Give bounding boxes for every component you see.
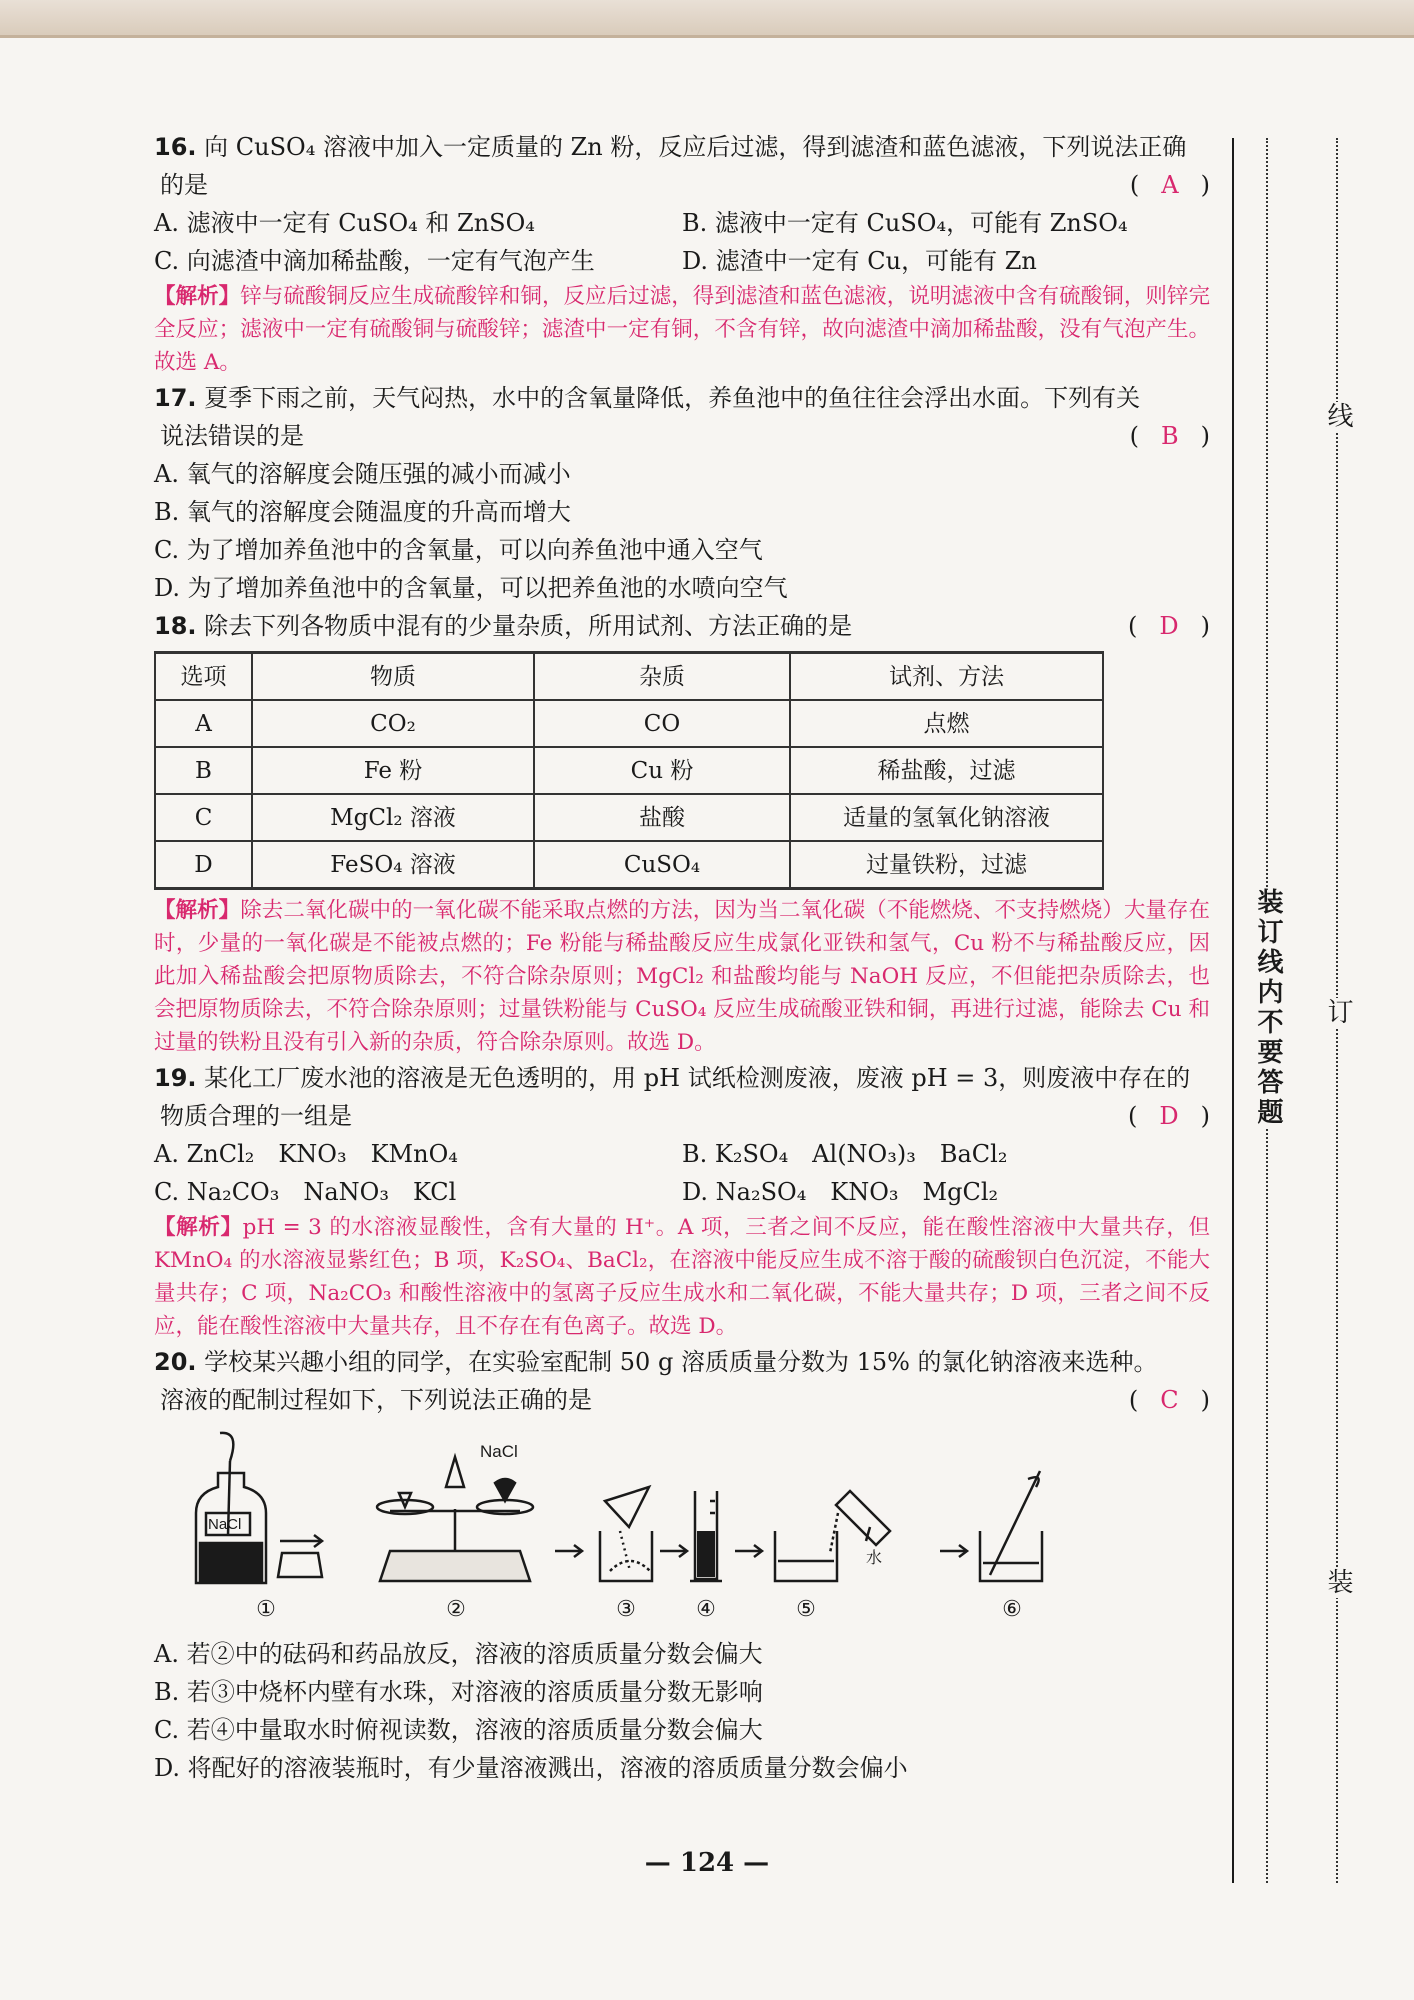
step-label: ③: [616, 1597, 636, 1622]
step-label: ⑤: [796, 1597, 816, 1622]
step-label: ④: [696, 1597, 716, 1622]
option-b: B. 氧气的溶解度会随温度的升高而增大: [154, 498, 571, 526]
table-cell: FeSO₄ 溶液: [252, 841, 534, 889]
table-header: 杂质: [534, 653, 790, 701]
question-number: 17.: [154, 384, 197, 412]
option-c: C. 向滤渣中滴加稀盐酸，一定有气泡产生: [154, 247, 595, 275]
question-number: 18.: [154, 612, 197, 640]
arrow-icon: [280, 1535, 322, 1547]
table-cell: 盐酸: [534, 794, 790, 841]
stem-line-2: 溶液的配制过程如下，下列说法正确的是: [160, 1386, 592, 1414]
balance-icon: [377, 1457, 533, 1581]
arrow-icon: [555, 1545, 582, 1557]
analysis-tag: 【解析】: [154, 1215, 243, 1240]
option-a: A. 若②中的砝码和药品放反，溶液的溶质质量分数会偏大: [154, 1640, 763, 1668]
question-stem: [150, 379, 1210, 417]
table-row: [155, 747, 1103, 794]
margin-solid-line: [1232, 138, 1234, 1883]
table-cell: A: [155, 700, 252, 747]
table-row: [155, 700, 1103, 747]
page-top-band: [0, 0, 1414, 38]
analysis-tag: 【解析】: [154, 284, 241, 309]
option-d: D. 滤渣中一定有 Cu，可能有 Zn: [682, 247, 1037, 275]
water-label: 水: [866, 1548, 883, 1567]
beaker-funnel-icon: [600, 1487, 652, 1581]
analysis-tag: 【解析】: [154, 898, 241, 923]
table-cell: MgCl₂ 溶液: [252, 794, 534, 841]
page-number: — 124 —: [644, 1848, 770, 1878]
stem-line-2-row: [150, 417, 1210, 455]
answer-bracket: ( D ): [1128, 612, 1210, 640]
option-c: C. 为了增加养鱼池中的含氧量，可以向养鱼池中通入空气: [154, 536, 763, 564]
stem-line-1: 向 CuSO₄ 溶液中加入一定质量的 Zn 粉，反应后过滤，得到滤渣和蓝色滤液，下列说法正确: [204, 133, 1187, 161]
analysis-text: 除去二氧化碳中的一氧化碳不能采取点燃的方法，因为当二氧化碳（不能燃烧、不支持燃烧）大量存在时，少量的一氧化碳是不能被点燃的；Fe 粉能与稀盐酸反应生成氯化亚铁和氢气，Cu 粉不与稀盐酸反应，因此加入稀盐酸会把原物质除去，不符合除杂原则；MgCl₂ 和盐酸均能与 NaOH 反应，不但能把杂质除去，也会把原物质除去，不符合除杂原则；过量铁粉能与 CuSO₄ 反应生成硫酸亚铁和铜，再进行过滤，能除去 Cu 和过量的铁粉且没有引入新的杂质，符合除杂原则。故选 D。: [154, 898, 1210, 1055]
margin-xian: 线: [1320, 402, 1357, 432]
step-label: ②: [446, 1597, 466, 1622]
question-number: 20.: [154, 1348, 197, 1376]
pouring-beaker-icon: [775, 1491, 890, 1581]
analysis: [150, 1211, 1210, 1343]
table-header: 物质: [252, 653, 534, 701]
option-a: A. ZnCl₂ KNO₃ KMnO₄: [154, 1140, 458, 1168]
table-cell: Cu 粉: [534, 747, 790, 794]
table-cell: 过量铁粉，过滤: [790, 841, 1103, 889]
analysis-text: 锌与硫酸铜反应生成硫酸锌和铜，反应后过滤，得到滤渣和蓝色滤液，说明滤液中含有硫酸铜，则锌完全反应；滤液中一定有硫酸铜与硫酸锌；滤渣中一定有铜，不含有锌，故向滤渣中滴加稀盐酸，没有气泡产生。故选 A。: [154, 284, 1210, 375]
stem-line-1: 除去下列各物质中混有的少量杂质，所用试剂、方法正确的是: [204, 612, 853, 640]
analysis: [150, 280, 1210, 379]
stem-line-2: 物质合理的一组是: [160, 1102, 352, 1130]
stem-line-2-row: [150, 1381, 1210, 1419]
answer-letter: A: [1161, 171, 1179, 199]
answer-bracket: ( D ): [1128, 1102, 1210, 1130]
question-number: 19.: [154, 1064, 197, 1092]
option-b: B. K₂SO₄ Al(NO₃)₃ BaCl₂: [682, 1140, 1008, 1168]
answer-bracket: ( B ): [1129, 422, 1210, 450]
stem-line-2: 说法错误的是: [160, 422, 304, 450]
table-cell: CuSO₄: [534, 841, 790, 889]
arrow-icon: [940, 1545, 967, 1557]
answer-letter: D: [1159, 612, 1179, 640]
options-table: [154, 651, 1104, 890]
table-cell: B: [155, 747, 252, 794]
graduated-cylinder-icon: [690, 1491, 722, 1581]
solution-preparation-figure: [150, 1431, 1210, 1631]
table-row: [155, 841, 1103, 889]
answer-bracket: ( C ): [1128, 1386, 1210, 1414]
bottle-label: NaCl: [208, 1516, 242, 1533]
reagent-bottle-icon: [196, 1433, 266, 1583]
stirring-beaker-icon: [980, 1471, 1042, 1581]
question-stem: [150, 607, 1210, 645]
table-cell: CO₂: [252, 700, 534, 747]
bottle-cap-icon: [278, 1553, 322, 1577]
question-number: 16.: [154, 133, 197, 161]
margin-ding: 订: [1320, 998, 1357, 1028]
stem-line-2-row: [150, 1097, 1210, 1135]
analysis: [150, 894, 1210, 1059]
arrow-icon: [735, 1545, 762, 1557]
question-20: [150, 1343, 1210, 1787]
step-label: ①: [256, 1597, 276, 1622]
option-b: B. 若③中烧杯内壁有水珠，对溶液的溶质质量分数无影响: [154, 1678, 763, 1706]
answer-letter: C: [1160, 1386, 1179, 1414]
table-cell: 稀盐酸，过滤: [790, 747, 1103, 794]
options-row: [150, 204, 1210, 242]
procedure-diagram: [150, 1431, 1210, 1631]
question-16: [150, 128, 1210, 379]
question-19: [150, 1059, 1210, 1343]
question-18: [150, 607, 1210, 1059]
option-b: B. 滤液中一定有 CuSO₄，可能有 ZnSO₄: [682, 209, 1128, 237]
table-cell: 点燃: [790, 700, 1103, 747]
table-row: [155, 794, 1103, 841]
table-header: 选项: [155, 653, 252, 701]
table-cell: D: [155, 841, 252, 889]
option-d: D. 为了增加养鱼池中的含氧量，可以把养鱼池的水喷向空气: [154, 574, 788, 602]
balance-label: NaCl: [480, 1442, 518, 1461]
analysis-text: pH = 3 的水溶液显酸性，含有大量的 H⁺。A 项，三者之间不反应，能在酸性溶液中大量共存，但 KMnO₄ 的水溶液显紫红色；B 项，K₂SO₄、BaCl₂，在溶液中能反应生成不溶于酸的硫酸钡白色沉淀，不能大量共存；C 项，Na₂CO₃ 和酸性溶液中的氢离子反应生成水和二氧化碳，不能大量共存；D 项，三者之间不反应，能在酸性溶液中大量共存，且不存在有色离子。故选 D。: [154, 1215, 1210, 1339]
option-d: D. 将配好的溶液装瓶时，有少量溶液溅出，溶液的溶质质量分数会偏小: [154, 1754, 908, 1782]
options-row: [150, 242, 1210, 280]
option-a: A. 滤液中一定有 CuSO₄ 和 ZnSO₄: [154, 209, 535, 237]
option-c: C. 若④中量取水时俯视读数，溶液的溶质质量分数会偏大: [154, 1716, 763, 1744]
table-header: 试剂、方法: [790, 653, 1103, 701]
arrow-icon: [660, 1545, 687, 1557]
table-cell: CO: [534, 700, 790, 747]
question-stem: [150, 128, 1210, 166]
table-cell: C: [155, 794, 252, 841]
margin-zhuang: 装: [1320, 1568, 1357, 1598]
page-content: [150, 128, 1210, 1787]
answer-bracket: ( A ): [1129, 171, 1210, 199]
step-label: ⑥: [1002, 1597, 1022, 1622]
table-header-row: [155, 653, 1103, 701]
stem-line-2-row: [150, 166, 1210, 204]
stem-line-2: 的是: [160, 171, 208, 199]
stem-line-1: 某化工厂废水池的溶液是无色透明的，用 pH 试纸检测废液，废液 pH = 3，则废液中存在的: [204, 1064, 1191, 1092]
options-row: [150, 1173, 1210, 1211]
question-17: [150, 379, 1210, 607]
option-a: A. 氧气的溶解度会随压强的减小而减小: [154, 460, 571, 488]
answer-letter: B: [1160, 422, 1179, 450]
stem-line-1: 学校某兴趣小组的同学，在实验室配制 50 g 溶质质量分数为 15% 的氯化钠溶液来选种。: [204, 1348, 1158, 1376]
margin-notice: 装订线内不要答题: [1250, 888, 1287, 1128]
question-stem: [150, 1343, 1210, 1381]
options-row: [150, 1135, 1210, 1173]
question-stem: [150, 1059, 1210, 1097]
answer-letter: D: [1159, 1102, 1179, 1130]
stem-line-1: 夏季下雨之前，天气闷热，水中的含氧量降低，养鱼池中的鱼往往会浮出水面。下列有关: [204, 384, 1141, 412]
option-c: C. Na₂CO₃ NaNO₃ KCl: [154, 1178, 457, 1206]
table-cell: 适量的氢氧化钠溶液: [790, 794, 1103, 841]
option-d: D. Na₂SO₄ KNO₃ MgCl₂: [682, 1178, 999, 1206]
table-cell: Fe 粉: [252, 747, 534, 794]
